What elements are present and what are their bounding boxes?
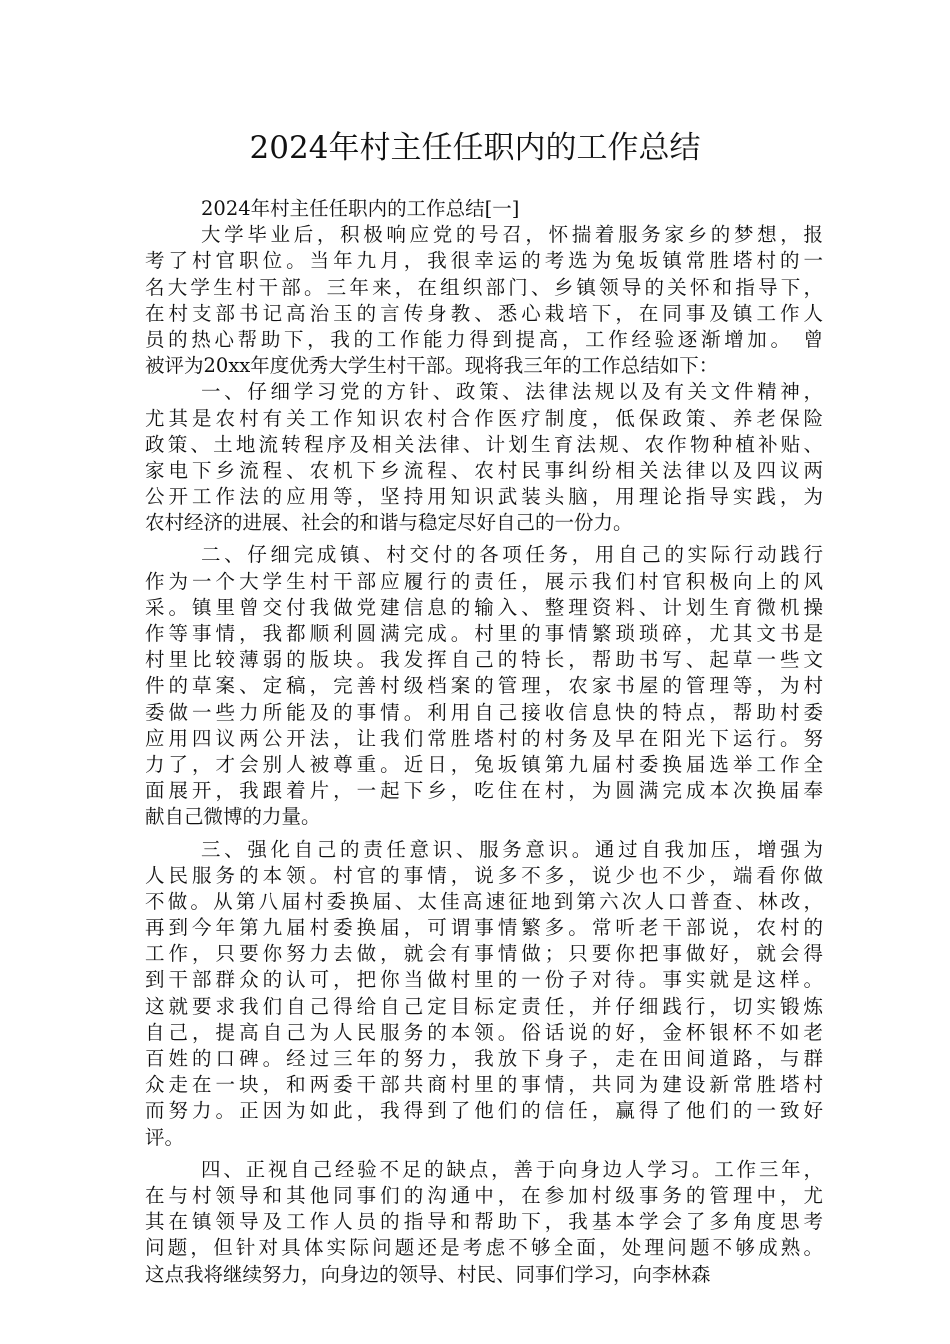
paragraph-line: 工作，只要你努力去做，就会有事情做；只要你把事做好，就会得 xyxy=(145,942,823,966)
paragraph-line: 再到今年第九届村委换届，可谓事情繁多。常听老干部说，农村的 xyxy=(145,916,823,940)
paragraph-line: 到干部群众的认可，把你当做村里的一份子对待。事实就是这样。 xyxy=(145,968,823,992)
paragraph-line: 二、仔细完成镇、村交付的各项任务，用自己的实际行动践行 xyxy=(201,543,823,567)
paragraph-line: 三、强化自己的责任意识、服务意识。通过自我加压，增强为 xyxy=(201,837,823,861)
paragraph-line: 员的热心帮助下，我的工作能力得到提高，工作经验逐渐增加。 曾 xyxy=(145,327,823,351)
paragraph-line: 尤其是农村有关工作知识农村合作医疗制度，低保政策、养老保险 xyxy=(145,406,823,430)
document-title: 2024年村主任任职内的工作总结 xyxy=(249,130,701,166)
paragraph-line: 被评为20xx年度优秀大学生村干部。现将我三年的工作总结如下： xyxy=(145,354,719,378)
paragraph-line: 力了，才会别人被尊重。近日，兔坂镇第九届村委换届选举工作全 xyxy=(145,752,823,776)
paragraph-line: 四、正视自己经验不足的缺点，善于向身边人学习。工作三年， xyxy=(201,1157,823,1181)
paragraph-line: 问题，但针对具体实际问题还是考虑不够全面，处理问题不够成熟。 xyxy=(145,1236,823,1260)
paragraph-line: 作为一个大学生村干部应履行的责任，展示我们村官积极向上的风 xyxy=(145,569,823,593)
paragraph-line: 百姓的口碑。经过三年的努力，我放下身子，走在田间道路，与群 xyxy=(145,1047,823,1070)
paragraph-line: 其在镇领导及工作人员的指导和帮助下，我基本学会了多角度思考 xyxy=(145,1210,823,1234)
paragraph-line: 一、仔细学习党的方针、政策、法律法规以及有关文件精神， xyxy=(201,380,823,404)
paragraph-line: 人民服务的本领。村官的事情，说多不多，说少也不少，端看你做 xyxy=(145,863,823,887)
section-heading: 2024年村主任任职内的工作总结[一] xyxy=(201,197,520,220)
paragraph-line: 作等事情，我都顺利圆满完成。村里的事情繁琐琐碎，尤其文书是 xyxy=(145,622,823,645)
paragraph-line: 件的草案、定稿，完善村级档案的管理，农家书屋的管理等，为村 xyxy=(145,674,823,698)
paragraph-line: 考了村官职位。当年九月，我很幸运的考选为兔坂镇常胜塔村的一 xyxy=(145,249,823,273)
paragraph-line: 评。 xyxy=(145,1125,185,1149)
paragraph-line: 自己，提高自己为人民服务的本领。俗话说的好，金杯银杯不如老 xyxy=(145,1020,823,1044)
paragraph-line: 应用四议两公开法，让我们常胜塔村的村务及早在阳光下运行。努 xyxy=(145,726,823,750)
paragraph-line: 村里比较薄弱的版块。我发挥自己的特长，帮助书写、起草一些文 xyxy=(145,648,823,672)
paragraph-line: 采。镇里曾交付我做党建信息的输入、整理资料、计划生育微机操 xyxy=(145,595,823,619)
paragraph-line: 在村支部书记高治玉的言传身教、悉心栽培下，在同事及镇工作人 xyxy=(145,301,823,325)
paragraph-line: 在与村领导和其他同事们的沟通中，在参加村级事务的管理中，尤 xyxy=(145,1183,823,1207)
paragraph-line: 面展开，我跟着片，一起下乡，吃住在村，为圆满完成本次换届奉 xyxy=(145,779,823,803)
paragraph-line: 众走在一块，和两委干部共商村里的事情，共同为建设新常胜塔村 xyxy=(145,1073,823,1097)
paragraph-line: 而努力。正因为如此，我得到了他们的信任，赢得了他们的一致好 xyxy=(145,1099,823,1123)
paragraph-line: 这就要求我们自己得给自己定目标定责任，并仔细践行，切实锻炼 xyxy=(145,994,823,1018)
paragraph-line: 委做一些力所能及的事情。利用自己接收信息快的特点，帮助村委 xyxy=(145,700,823,724)
paragraph-line: 名大学生村干部。三年来，在组织部门、乡镇领导的关怀和指导下， xyxy=(145,275,823,299)
paragraph-line: 大学毕业后，积极响应党的号召，怀揣着服务家乡的梦想，报 xyxy=(201,223,823,247)
paragraph-line: 家电下乡流程、农机下乡流程、农村民事纠纷相关法律以及四议两 xyxy=(145,458,823,482)
paragraph-line: 政策、土地流转程序及相关法律、计划生育法规、农作物种植补贴、 xyxy=(145,432,823,456)
paragraph-line: 公开工作法的应用等，坚持用知识武装头脑，用理论指导实践，为 xyxy=(145,485,823,509)
document-body xyxy=(145,196,823,1288)
paragraph-line: 农村经济的进展、社会的和谐与稳定尽好自己的一份力。 xyxy=(145,511,633,535)
paragraph-line: 献自己微博的力量。 xyxy=(145,805,321,829)
paragraph-line: 这点我将继续努力，向身边的领导、村民、同事们学习，向李林森 xyxy=(145,1262,711,1286)
paragraph-line: 不做。从第八届村委换届、太佳高速征地到第六次人口普查、林改， xyxy=(145,889,823,913)
